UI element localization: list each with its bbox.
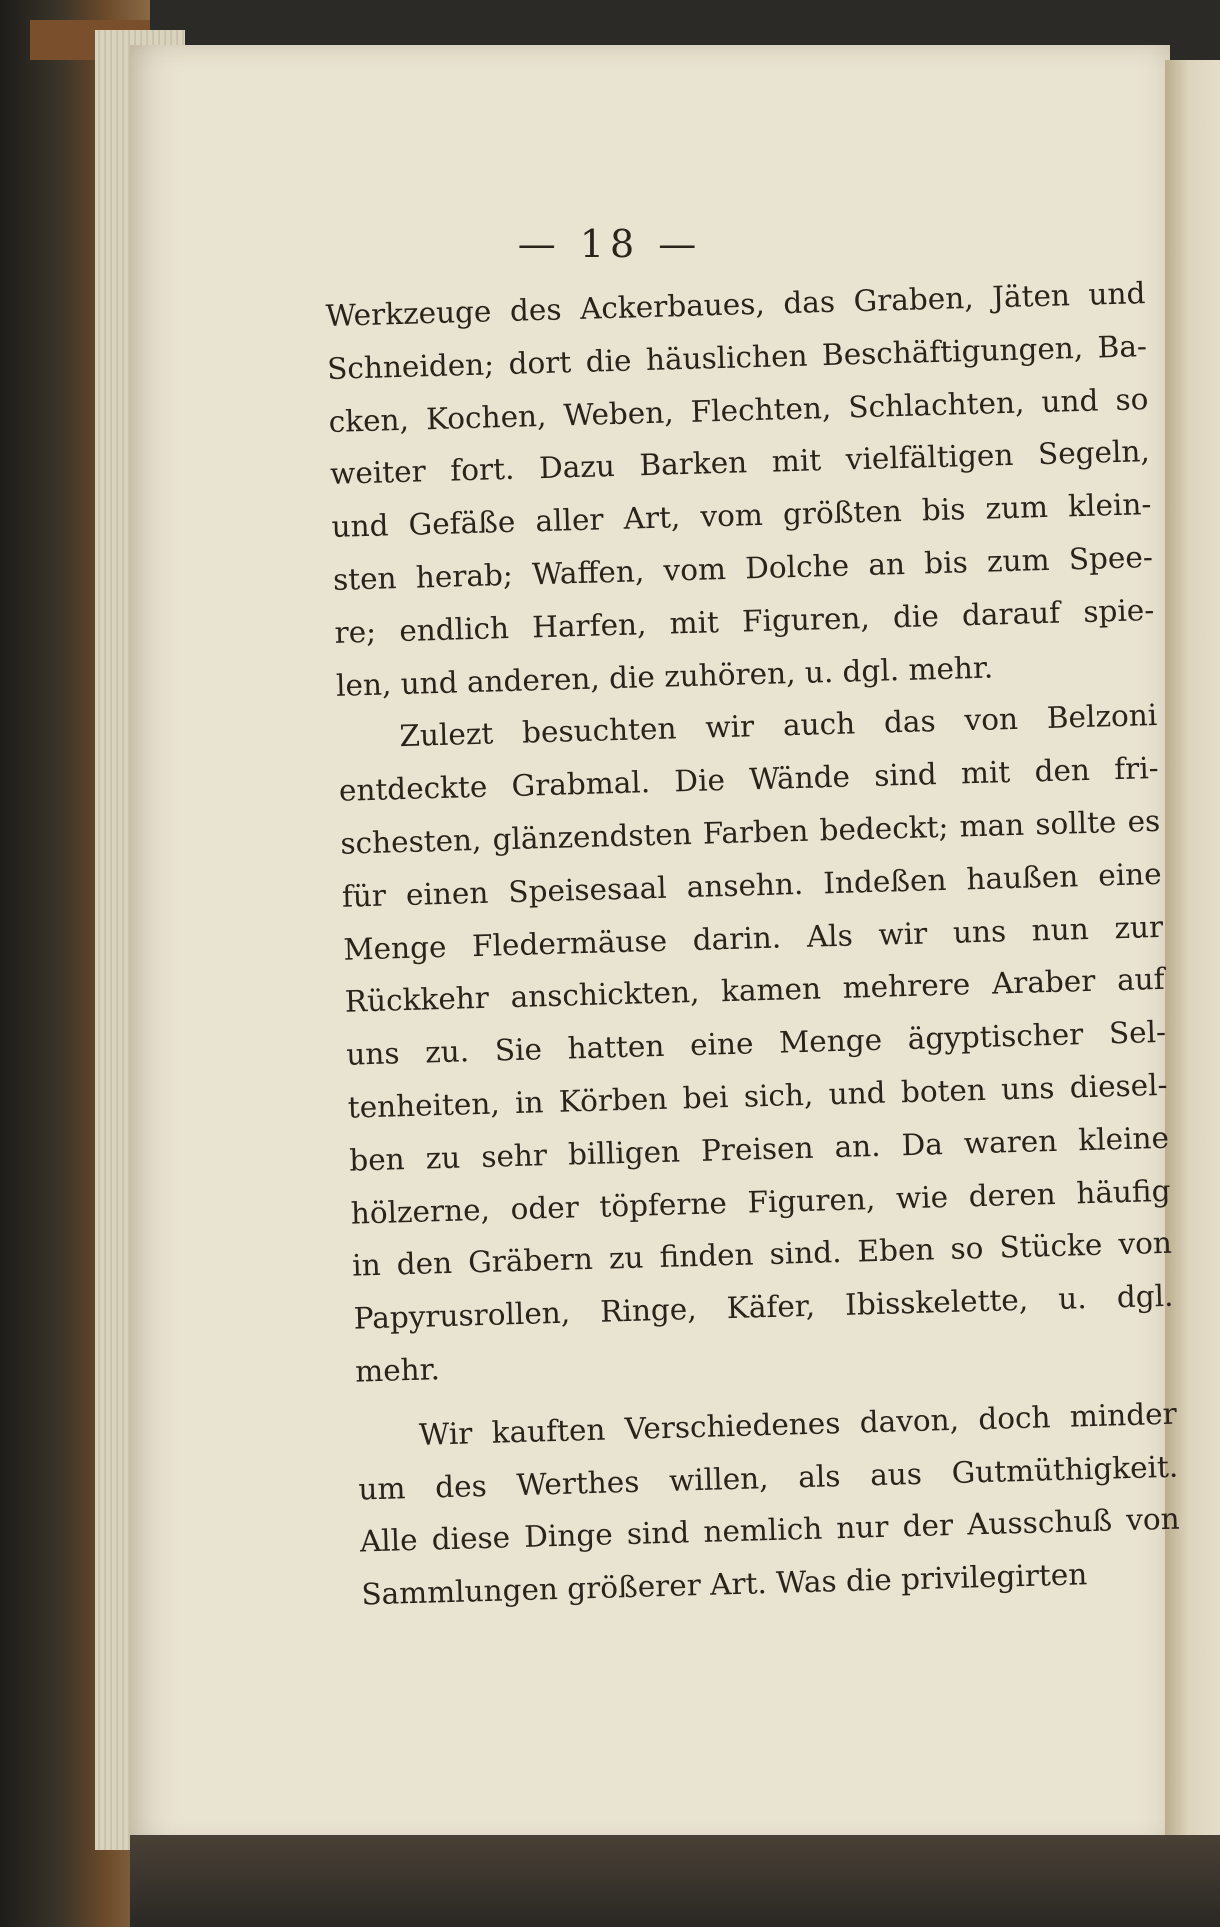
word: Stücke (998, 1228, 1103, 1265)
page-number: — 18 — (517, 222, 703, 266)
word: re; (334, 614, 377, 650)
word: diesel- (1069, 1067, 1168, 1105)
word: darin. (692, 920, 782, 957)
word: bedeckt; (819, 809, 949, 848)
word: boten (900, 1072, 987, 1110)
word: man (959, 807, 1025, 844)
word: fort. (449, 452, 515, 488)
word: fri- (1113, 751, 1160, 787)
word: Araber (991, 964, 1096, 1002)
word: waren (963, 1123, 1058, 1161)
word: auf (1116, 962, 1166, 998)
word: und (331, 508, 389, 545)
word: Schlachten, (847, 385, 1025, 425)
word: sich, (743, 1077, 814, 1114)
word: Verschiedenes (624, 1405, 841, 1446)
word: Farben (702, 813, 809, 851)
word: Werkzeuge (325, 294, 492, 333)
word: Alle (359, 1523, 419, 1559)
word: dort (508, 344, 572, 381)
word: davon, (859, 1402, 960, 1440)
word: so (950, 1231, 984, 1267)
word: Werthes (515, 1464, 640, 1502)
word: vom (663, 551, 727, 588)
word: Da (901, 1126, 944, 1162)
word: mit (771, 443, 822, 479)
word: für (341, 878, 387, 914)
word: Weben, (563, 394, 675, 432)
word: Gräbern (467, 1242, 594, 1280)
word: herab; (415, 557, 514, 595)
word: Käfer, (726, 1288, 816, 1326)
word: tenheiten, (347, 1086, 501, 1125)
word: Eben (857, 1232, 935, 1269)
word: zu (608, 1240, 644, 1276)
word: Spee- (1068, 539, 1154, 577)
word: Wir (418, 1416, 473, 1452)
word: zum (985, 490, 1049, 526)
word: billigen (567, 1134, 681, 1172)
word: haußen (966, 858, 1079, 897)
word: und (1040, 383, 1099, 419)
word: nemlich (702, 1511, 823, 1550)
word: entdeckte (338, 769, 488, 808)
word: kauften (491, 1412, 606, 1450)
word: cken, (328, 402, 410, 439)
word: sten (332, 561, 397, 597)
word: Gutmüthigkeit. (951, 1449, 1179, 1490)
word: bis (921, 492, 966, 528)
word: u. (1057, 1281, 1088, 1317)
word: Belzoni (1046, 698, 1158, 736)
word: Waffen, (531, 554, 645, 592)
word: eine (689, 1026, 754, 1063)
word: sehr (480, 1137, 548, 1174)
word: zur (1113, 909, 1164, 945)
word: von (964, 702, 1019, 738)
word: einen (405, 875, 489, 912)
word: besuchten (521, 711, 677, 751)
word: ägyptischer (907, 1017, 1084, 1057)
word: Grabmal. (511, 765, 651, 804)
word: uns (1000, 1070, 1055, 1107)
word: Dolche (744, 548, 850, 586)
word: kamen (720, 971, 822, 1009)
word: sind. (769, 1235, 842, 1272)
word: willen, (668, 1460, 769, 1498)
word: Flechten, (690, 390, 832, 429)
word: Dinge (523, 1517, 614, 1555)
word: den (396, 1246, 453, 1282)
word: klein- (1067, 487, 1152, 524)
word: wir (704, 709, 755, 745)
word: glänzendsten (492, 816, 693, 857)
word: an. (834, 1128, 881, 1164)
word: Ibisskelette, (844, 1282, 1029, 1323)
word: in (351, 1248, 382, 1283)
word: anschickten, (510, 975, 700, 1015)
word: auch (782, 706, 856, 743)
word: Barken (639, 445, 748, 483)
word: ansehn. (686, 866, 804, 904)
word: und (1088, 276, 1146, 312)
word: hölzerne, (350, 1192, 491, 1231)
word: zu. (424, 1034, 470, 1070)
word: größten (782, 494, 903, 532)
word: von (1125, 1501, 1181, 1538)
word: Die (673, 763, 726, 799)
word: das (883, 704, 937, 740)
word: Indeßen (822, 862, 947, 901)
word: mit (960, 755, 1011, 791)
word: Sel- (1108, 1014, 1167, 1051)
word: Schneiden; (326, 347, 495, 386)
word: töpferne (598, 1185, 728, 1224)
word: Fledermäuse (471, 923, 668, 963)
word: mit (669, 604, 720, 641)
text-line: len, und anderen, die zuhören, u. dgl. mehr. (335, 650, 994, 703)
word: Figuren, (741, 600, 871, 639)
word: bei (682, 1080, 729, 1116)
word: uns (345, 1036, 400, 1072)
word: sind (626, 1515, 690, 1552)
word: das (782, 284, 836, 321)
word: von (1117, 1226, 1173, 1262)
word: Ackerbaues, (579, 286, 766, 326)
word: endlich (398, 610, 510, 648)
word: Papyrusrollen, (353, 1295, 571, 1336)
word: Beschäftigungen, (821, 330, 1084, 372)
word: vielfältigen (845, 438, 1014, 477)
word: Ausschuß (966, 1503, 1113, 1542)
word: Preisen (700, 1130, 814, 1168)
word: Speisesaal (507, 870, 668, 909)
word: bis (923, 545, 969, 581)
word: kleine (1077, 1120, 1170, 1158)
word: zum (986, 542, 1050, 579)
word: zu (425, 1140, 461, 1176)
word: Körben (558, 1081, 668, 1119)
word: hatten (567, 1028, 665, 1066)
word: schesten, (339, 822, 482, 861)
word: Menge (778, 1022, 883, 1060)
word: Jäten (991, 278, 1071, 315)
word: Ba- (1097, 328, 1148, 365)
word: Gefäße (408, 504, 516, 542)
text-line: Sammlungen größerer Art. Was die privilegirten (360, 1557, 1088, 1612)
word: die (585, 343, 632, 379)
word: den (1034, 753, 1091, 789)
word: vom (699, 498, 764, 534)
word: Menge (342, 929, 447, 967)
word: Graben, (853, 280, 975, 319)
word: uns (952, 913, 1007, 950)
word: als (797, 1458, 841, 1494)
word: ben (348, 1141, 406, 1178)
word: mehrere (842, 967, 971, 1006)
word: häuslichen (645, 338, 808, 377)
word: der (902, 1508, 954, 1544)
word: sind (873, 757, 938, 794)
word: und (828, 1075, 887, 1112)
word: Rückkehr (344, 981, 490, 1020)
word: diese (431, 1520, 511, 1557)
word: Dazu (538, 449, 616, 486)
word: in (514, 1085, 544, 1120)
word: Kochen, (425, 398, 547, 436)
body-text (325, 267, 1182, 1621)
word: doch (977, 1399, 1051, 1436)
word: Harfen, (531, 606, 647, 645)
word: Ringe, (599, 1292, 698, 1329)
word: Figuren, (747, 1181, 876, 1220)
word: häufig (1075, 1173, 1171, 1210)
text-line: mehr. (354, 1352, 441, 1389)
word: wie (895, 1179, 949, 1215)
word: Sie (494, 1032, 543, 1068)
word: darauf (961, 595, 1061, 633)
book-cover-bottom (130, 1835, 1220, 1927)
word: sollte (1034, 805, 1117, 842)
word: nun (1031, 911, 1090, 948)
word: so (1114, 381, 1149, 417)
word: weiter (329, 454, 427, 492)
word: spie- (1082, 592, 1155, 629)
word: aus (869, 1456, 923, 1492)
word: deren (968, 1176, 1057, 1213)
word: es (1127, 803, 1161, 839)
word: Wände (748, 759, 851, 797)
word: aller (535, 502, 604, 539)
word: minder (1069, 1396, 1178, 1434)
word: Art, (623, 500, 681, 536)
word: die (892, 598, 940, 635)
word: des (509, 292, 562, 328)
word: finden (659, 1237, 755, 1275)
word: oder (510, 1189, 580, 1226)
word: eine (1097, 856, 1163, 893)
word: Zulezt (399, 716, 494, 754)
word: dgl. (1116, 1278, 1174, 1315)
word: wir (877, 916, 928, 952)
word: des (434, 1468, 488, 1504)
word: nur (835, 1510, 889, 1546)
word: Als (806, 918, 854, 954)
word: um (358, 1470, 406, 1507)
word: Segeln, (1037, 434, 1151, 472)
word: an (867, 546, 906, 582)
